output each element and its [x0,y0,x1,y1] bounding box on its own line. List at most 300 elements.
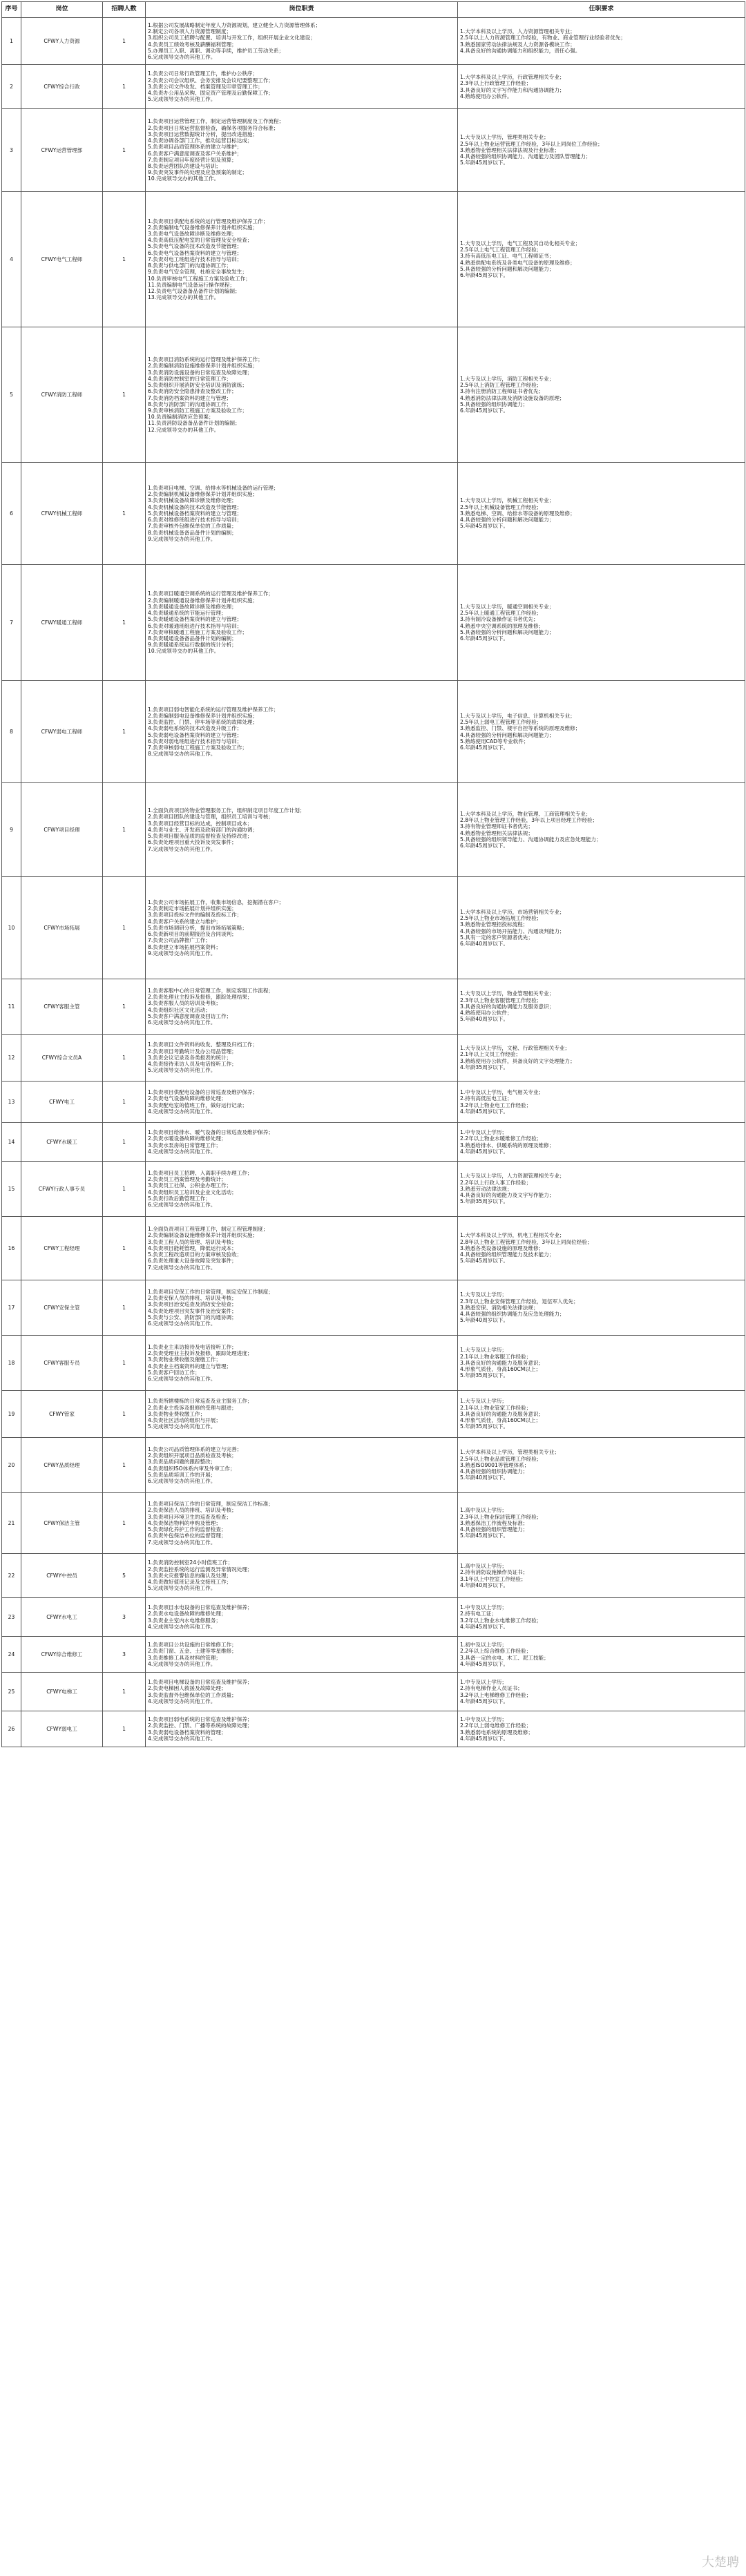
requirement-line: 1.大专及以上学历，暖通空调相关专业； [460,604,743,610]
requirement-line: 6.年龄45周岁以下。 [460,407,743,414]
table-row [2,681,745,783]
requirement-line: 1.大学本科及以上学历，人力资源管理相关专业； [460,28,743,35]
recruitment-table [1,1,745,1747]
duty-line: 6.负责处理重大设备故障及突发事件； [148,1258,455,1264]
duty-line: 1.负责项目水电设备的日常巡查及维护保养； [148,1604,455,1611]
position-duties [146,681,458,783]
duty-line: 2.负责门窗、五金、土建等零星维修； [148,1648,455,1654]
duty-line: 6.负责客户满意度调查及客户关系维护； [148,151,455,157]
duty-line: 8.负责机械设备备品备件计划的编制； [148,530,455,536]
duty-line: 4.负责项目能耗管理，降低运行成本； [148,1245,455,1251]
requirement-line: 1.大专及以上学历，管理类相关专业； [460,134,743,140]
position-duties [146,1554,458,1598]
position-title: CFWY暖通工程师 [21,565,103,681]
duty-line: 1.负责项目供配电系统的运行管理及维护保养工作； [148,218,455,224]
position-duties [146,1711,458,1747]
duty-line: 4.完成领导交办的其他工作。 [148,1661,455,1667]
duty-line: 5.负责市场调研分析，提出市场拓展策略； [148,925,455,931]
position-title: CFWY电梯工 [21,1673,103,1711]
requirement-line: 3.熟悉保洁工作流程及标准； [460,1520,743,1526]
duty-line: 11.负责编制电气设备运行操作规程； [148,282,455,288]
requirement-line: 3.熟练使用办公软件，具备良好的文字处理能力； [460,1058,743,1064]
row-number: 12 [2,1035,21,1082]
duty-line: 2.负责组织开展项目品质检查及考核； [148,1452,455,1459]
requirement-line: 2.持有消防设施操作员证书； [460,1569,743,1575]
duty-line: 2.负责编制暖通设备维修保养计划并组织实施； [148,597,455,604]
row-number: 25 [2,1673,21,1711]
table-row [2,1035,745,1082]
duty-line: 1.全面负责项目的物业管理服务工作，组织制定项目年度工作计划； [148,807,455,814]
duty-line: 3.负责客服人员的培训及考核； [148,1000,455,1006]
position-duties [146,327,458,463]
requirement-line: 6.年龄45周岁以下。 [460,272,743,278]
requirement-line: 5.年龄45周岁以下。 [460,1258,743,1264]
duty-line: 9.负责审核消防工程施工方案及验收工作； [148,407,455,414]
duty-line: 7.完成领导交办的其他工作。 [148,846,455,852]
position-duties [146,1598,458,1637]
requirement-line: 1.大学本科及以上学历，管理类相关专业； [460,1449,743,1455]
duty-line: 5.负责工程改造项目的方案审核及验收； [148,1251,455,1258]
hiring-count: 1 [103,1673,146,1711]
duty-line: 8.负责运营团队的建设与培训； [148,163,455,169]
row-number: 26 [2,1711,21,1747]
duty-line: 2.负责监控系统的运行监测及异常情况处理； [148,1566,455,1573]
position-duties [146,65,458,109]
row-number: 13 [2,1082,21,1123]
duty-line: 6.完成领导交办的其他工作。 [148,1478,455,1484]
position-requirements [458,1082,745,1123]
duty-line: 1.负责所辖楼栋的日常巡查及业主服务工作； [148,1398,455,1404]
position-title: CFWY工程经理 [21,1217,103,1280]
duty-line: 4.负责接待来访人员及电话接听工作； [148,1061,455,1067]
duty-line: 2.负责业主投诉及报修的受理与跟进； [148,1405,455,1411]
duty-line: 3.负责配电室的值班工作，做好运行记录； [148,1102,455,1108]
requirement-line: 1.大学本科及以上学历，机电工程相关专业； [460,1232,743,1238]
row-number: 14 [2,1123,21,1162]
position-title: CFWY管家 [21,1391,103,1438]
duty-line: 12.负责电气设备备品备件计划的编制； [148,288,455,294]
duty-line: 4.负责业主档案资料的建立与管理； [148,1363,455,1369]
duty-line: 4.负责员工绩效考核及薪酬福利管理； [148,41,455,48]
duty-line: 6.负责新项目的前期接洽及合同谈判； [148,931,455,937]
duty-line: 5.负责组织开展消防安全培训及消防演练； [148,382,455,388]
duty-line: 1.负责项目暖通空调系统的运行管理及维护保养工作； [148,590,455,597]
requirement-line: 1.中专及以上学历； [460,1716,743,1722]
duty-line: 2.负责制定市场拓展计划并组织实施； [148,905,455,912]
position-requirements [458,1438,745,1493]
row-number: 2 [2,65,21,109]
duty-line: 6.负责电气设备档案资料的建立与管理； [148,250,455,256]
table-row [2,877,745,979]
position-requirements [458,65,745,109]
hiring-count: 1 [103,1493,146,1554]
requirement-line: 3.具备一定的水电、木工、泥工技能； [460,1655,743,1661]
duty-line: 4.负责客户关系的建立与维护； [148,919,455,925]
position-requirements [458,327,745,463]
duty-line: 4.负责办公用品采购、固定资产管理及后勤保障工作； [148,90,455,96]
position-title: CFWY人力资源 [21,18,103,65]
table-body [2,18,745,1747]
duty-line: 1.负责客服中心的日常管理工作，制定客服工作流程； [148,988,455,994]
duty-line: 5.办理员工入职、离职、调动等手续，维护员工劳动关系； [148,48,455,54]
requirement-line: 2.3年以上物业保洁管理工作经验； [460,1514,743,1520]
requirement-line: 4.具备较强的组织协调能力、沟通能力及团队管理能力； [460,153,743,160]
duty-line: 4.负责与业主、开发商及政府部门的沟通协调； [148,827,455,833]
requirement-line: 4.年龄45周岁以下。 [460,1148,743,1155]
duty-line: 4.负责社区活动的组织与开展； [148,1417,455,1423]
requirement-line: 2.3年以上物业客服管理工作经验； [460,997,743,1003]
position-requirements [458,1598,745,1637]
requirement-line: 4.熟练使用办公软件。 [460,93,743,99]
duty-line: 3.负责消防设施设备的日常巡查及故障处理； [148,369,455,376]
duty-line: 1.负责项目供配电设备的日常巡查及维护保养； [148,1089,455,1095]
duty-line: 7.负责审核外包维保单位的工作质量； [148,523,455,529]
position-title: CFWY行政人事专员 [21,1162,103,1217]
table-row [2,1336,745,1391]
requirement-line: 2.持有电工证； [460,1611,743,1617]
requirement-line: 4.熟悉物业管理相关法律法规； [460,830,743,836]
requirement-line: 4.熟悉供配电系统及各类电气设备的原理及维修； [460,260,743,266]
duty-line: 3.负责火灾报警信息的确认及处理； [148,1573,455,1579]
hiring-count: 1 [103,65,146,109]
row-number: 7 [2,565,21,681]
position-title: CFWY弱电工程师 [21,681,103,783]
requirement-line: 1.大专及以上学历，电子信息、计算机相关专业； [460,713,743,719]
duty-line: 4.负责弱电系统的技术改造及升级工作； [148,725,455,731]
duty-line: 2.负责编制电气设备维修保养计划并组织实施； [148,224,455,231]
duty-line: 1.负责公司市场拓展工作，收集市场信息，挖掘潜在客户； [148,899,455,905]
position-title: CFWY客服主管 [21,979,103,1035]
requirement-line: 2.5年以上弱电工程管理工作经验； [460,719,743,725]
position-requirements [458,18,745,65]
duty-line: 7.负责审核暖通工程施工方案及验收工作； [148,629,455,635]
duty-line: 6.负责对维修班组进行技术指导与培训； [148,517,455,523]
requirement-line: 4.年龄40周岁以下。 [460,1582,743,1588]
requirement-line: 4.熟悉消防法律法规及消防设施设备的原理； [460,395,743,401]
requirement-line: 3.具备良好的沟通能力及服务意识； [460,1411,743,1417]
requirement-line: 2.1年以上文员工作经验； [460,1051,743,1057]
hiring-count: 1 [103,877,146,979]
requirement-line: 5.年龄40周岁以下。 [460,1317,743,1323]
table-row [2,1673,745,1711]
position-requirements [458,1336,745,1391]
requirement-line: 5.具备较强的分析问题和解决问题能力； [460,629,743,635]
duty-line: 5.负责弱电设备档案资料的建立与管理； [148,732,455,738]
requirement-line: 4.具备较强的组织管理能力； [460,1526,743,1532]
position-duties [146,565,458,681]
duty-line: 3.负责项目运营数据统计分析，提出改进措施； [148,131,455,137]
position-title: CFWY中控员 [21,1554,103,1598]
duty-line: 2.负责保洁人员的排班、培训及考核； [148,1507,455,1513]
hiring-count: 1 [103,1217,146,1280]
requirement-line: 5.具有一定的客户资源者优先； [460,934,743,941]
duty-line: 2.制定公司各项人力资源管理制度； [148,28,455,35]
requirement-line: 3.熟悉各类设备设施的原理及维修； [460,1245,743,1251]
requirement-line: 2.2年以上弱电维修工作经验； [460,1722,743,1729]
duty-line: 7.负责公司品牌推广工作； [148,937,455,943]
requirement-line: 1.大专及以上学历，文秘、行政管理相关专业； [460,1045,743,1051]
header-duties: 岗位职责 [146,2,458,18]
requirement-line: 1.中专及以上学历； [460,1679,743,1685]
header-count: 招聘人数 [103,2,146,18]
requirement-line: 4.具备较强的分析问题和解决问题能力； [460,517,743,523]
duty-line: 6.负责对弱电班组进行技术指导与培训； [148,738,455,744]
duty-line: 10.负责审核电气工程施工方案及验收工作； [148,276,455,282]
duty-line: 1.负责公司日常行政管理工作，维护办公秩序； [148,70,455,77]
position-title: CFWY电工 [21,1082,103,1123]
position-title: CFWY水电工 [21,1598,103,1637]
position-requirements [458,1637,745,1673]
table-row [2,1391,745,1438]
position-requirements [458,192,745,327]
position-duties [146,1493,458,1554]
duty-line: 6.完成领导交办的其他工作。 [148,1019,455,1026]
duty-line: 8.负责暖通设备备品备件计划的编制； [148,635,455,642]
duty-line: 5.负责品质培训工作的开展； [148,1472,455,1478]
duty-line: 5.完成领导交办的其他工作。 [148,1067,455,1073]
position-requirements [458,783,745,877]
duty-line: 1.负责公司品质管理体系的建立与完善； [148,1446,455,1452]
table-row [2,1554,745,1598]
requirement-line: 5.具备较强的组织领导能力、沟通协调能力及应急处理能力； [460,836,743,843]
requirement-line: 5.年龄35周岁以下。 [460,1372,743,1378]
requirement-line: 5.具备较强的组织协调能力； [460,401,743,407]
requirement-line: 5.熟练使用CAD等专业软件； [460,738,743,744]
duty-line: 9.完成领导交办的其他工作。 [148,536,455,542]
duty-line: 3.负责会议记录及各类报表的统计； [148,1055,455,1061]
requirement-line: 6.年龄45周岁以下。 [460,744,743,751]
requirement-line: 1.大学本科及以上学历，行政管理相关专业； [460,74,743,80]
table-row [2,1598,745,1637]
table-row [2,1280,745,1336]
requirement-line: 4.年龄45周岁以下。 [460,1698,743,1704]
hiring-count: 1 [103,1391,146,1438]
table-row [2,1217,745,1280]
duty-line: 3.负责项目投标文件的编制及投标工作； [148,912,455,918]
requirement-line: 3.具备良好的沟通能力及服务意识； [460,1360,743,1366]
requirement-line: 3.熟悉劳动法律法规； [460,1186,743,1192]
duty-line: 3.负责暖通设备故障诊断及维修处理； [148,604,455,610]
duty-line: 1.负责项目运营管理工作，制定运营管理制度及工作流程； [148,118,455,124]
requirement-line: 4.年龄35周岁以下。 [460,1064,743,1070]
requirement-line: 5.具备较强的分析问题和解决问题能力； [460,266,743,272]
position-title: CFWY保洁主管 [21,1493,103,1554]
duty-line: 1.负责项目员工招聘、入离职手续办理工作； [148,1170,455,1176]
position-duties [146,1280,458,1336]
duty-line: 2.负责编制机械设备维修保养计划并组织实施； [148,491,455,497]
duty-line: 2.负责编制消防设施维修保养计划并组织实施； [148,363,455,369]
position-title: CFWY机械工程师 [21,463,103,565]
position-duties [146,1391,458,1438]
requirement-line: 3.熟悉安保、消防相关法律法规； [460,1305,743,1311]
duty-line: 6.负责消防安全隐患排查及整改工作； [148,388,455,394]
position-duties [146,1673,458,1711]
duty-line: 4.负责协调各部门工作，推动运营目标达成； [148,137,455,144]
duty-line: 1.根据公司发展战略制定年度人力资源规划，建立健全人力资源管理体系； [148,22,455,28]
requirement-line: 5.年龄45周岁以下。 [460,1532,743,1539]
table-row [2,1493,745,1554]
requirement-line: 2.3年以上物业安保管理工作经验，退伍军人优先； [460,1298,743,1305]
requirement-line: 5.年龄35周岁以下。 [460,1198,743,1204]
requirement-line: 2.2年以上行政人事工作经验； [460,1180,743,1186]
hiring-count: 1 [103,1711,146,1747]
duty-line: 2.负责公司会议组织、会务安排及会议纪要整理工作； [148,77,455,84]
requirement-line: 6.年龄45周岁以下。 [460,843,743,849]
hiring-count: 1 [103,1280,146,1336]
requirement-line: 4.年龄45周岁以下。 [460,1108,743,1115]
hiring-count: 1 [103,192,146,327]
requirement-line: 2.5年以上机械设备管理工作经验； [460,504,743,510]
position-requirements [458,1711,745,1747]
duty-line: 6.负责对暖通班组进行技术指导与培训； [148,623,455,629]
duty-line: 5.负责客户回访工作； [148,1369,455,1376]
duty-line: 4.负责组织社区文化活动； [148,1007,455,1013]
position-title: CFWY综合文员A [21,1035,103,1082]
duty-line: 8.完成领导交办的其他工作。 [148,751,455,757]
requirement-line: 2.持有电梯作业人员证书； [460,1685,743,1691]
requirement-line: 3.持有物业管理师证书者优先； [460,823,743,829]
position-title: CFWY消防工程师 [21,327,103,463]
position-duties [146,1637,458,1673]
requirement-line: 4.年龄45周岁以下。 [460,1736,743,1742]
row-number: 24 [2,1637,21,1673]
requirement-line: 3.具备良好的沟通协调能力及服务意识； [460,1003,743,1010]
duty-line: 9.负责暖通系统运行数据的统计分析； [148,642,455,648]
requirement-line: 3.熟悉电梯、空调、给排水等设备的原理及维修； [460,510,743,517]
duty-line: 10.负责编制消防应急预案； [148,414,455,420]
duty-line: 4.负责处理项目突发事件及治安案件； [148,1308,455,1314]
header-requirements: 任职要求 [458,2,745,18]
requirement-line: 5.年龄45周岁以下。 [460,523,743,529]
duty-line: 5.负责行政后勤管理工作； [148,1195,455,1202]
requirement-line: 1.中专及以上学历，电气相关专业； [460,1089,743,1095]
duty-line: 4.负责暖通系统的节能运行管理； [148,610,455,616]
requirement-line: 3.熟悉物业管理相关法律法规及行业标准； [460,147,743,153]
duty-line: 3.负责项目治安巡查及消防安全检查； [148,1301,455,1307]
hiring-count: 1 [103,1336,146,1391]
duty-line: 11.负责消防设备备品备件计划的编制； [148,420,455,426]
duty-line: 3.负责项目经营目标的达成，控制项目成本； [148,820,455,827]
duty-line: 2.负责电梯困人救援及故障处理； [148,1685,455,1691]
duty-line: 13.完成领导交办的其他工作。 [148,294,455,300]
position-requirements [458,565,745,681]
hiring-count: 1 [103,327,146,463]
requirement-line: 4.具备较强的市场开拓能力、沟通谈判能力； [460,928,743,934]
duty-line: 4.完成领导交办的其他工作。 [148,1108,455,1115]
duty-line: 6.负责外包保洁单位的监督管理； [148,1532,455,1539]
watermark-logo: 大楚聘 [702,2553,739,2570]
position-requirements [458,1673,745,1711]
duty-line: 3.负责公司文件收发、档案管理及印章管理工作； [148,84,455,90]
position-title: CFWY弱电工 [21,1711,103,1747]
requirement-line: 2.2年以上物业水暖维修工作经验； [460,1135,743,1142]
position-requirements [458,1554,745,1598]
requirement-line: 5.年龄40周岁以下。 [460,1474,743,1481]
requirement-line: 5.年龄35周岁以下。 [460,1423,743,1430]
table-row [2,1637,745,1673]
position-title: CFWY电气工程师 [21,192,103,327]
table-row [2,565,745,681]
requirement-line: 3.具备良好的文字写作能力和沟通协调能力； [460,87,743,93]
duty-line: 3.负责监控、门禁、停车场等系统的故障处理； [148,719,455,725]
duty-line: 9.完成领导交办的其他工作。 [148,950,455,957]
position-duties [146,18,458,65]
requirement-line: 1.大学本科及以上学历，市场营销相关专业； [460,909,743,915]
duty-line: 6.完成领导交办的其他工作。 [148,1376,455,1382]
duty-line: 6.完成领导交办的其他工作。 [148,1320,455,1327]
position-requirements [458,1280,745,1336]
position-requirements [458,1217,745,1280]
requirement-line: 1.大专及以上学历； [460,1347,743,1353]
requirement-line: 3.1年以上中控室工作经验； [460,1576,743,1582]
position-duties [146,979,458,1035]
position-title: CFWY水暖工 [21,1123,103,1162]
duty-line: 3.负责物业费收缴工作； [148,1411,455,1417]
duty-line: 2.负责编制设备设施维修保养计划并组织实施； [148,1232,455,1238]
requirement-line: 4.具备良好的沟通协调能力和组织能力，责任心强。 [460,48,743,54]
duty-line: 3.负责工程人员的管理、培训及考核； [148,1239,455,1245]
position-requirements [458,109,745,192]
requirement-line: 2.5年以上暖通工程管理工作经验； [460,610,743,616]
requirement-line: 3.熟悉ISO9001等管理体系； [460,1462,743,1468]
requirement-line: 3.熟悉国家劳动法律法规及人力资源各模块工作； [460,41,743,48]
position-requirements [458,1162,745,1217]
hiring-count: 1 [103,1123,146,1162]
position-duties [146,1035,458,1082]
duty-line: 4.负责保洁物料的申购及管理； [148,1520,455,1526]
requirement-line: 3.熟悉弱电系统的原理及维修； [460,1729,743,1736]
hiring-count: 1 [103,979,146,1035]
duty-line: 7.负责审核弱电工程施工方案及验收工作； [148,744,455,751]
table-row [2,1082,745,1123]
duty-line: 5.负责机械设备档案资料的建立与管理； [148,510,455,517]
position-title: CFWY项目经理 [21,783,103,877]
position-title: CFWY市场拓展 [21,877,103,979]
duty-line: 4.负责做好值班记录及交接班工作； [148,1579,455,1585]
requirement-line: 2.5年以上物业品质管理工作经验； [460,1456,743,1462]
requirement-line: 3.熟悉物业管理招投标流程； [460,921,743,927]
requirement-line: 2.5年以上电气工程管理工作经验； [460,247,743,253]
table-row [2,463,745,565]
duty-line: 3.负责品质问题的跟踪整改； [148,1459,455,1465]
requirement-line: 2.1年以上物业客服工作经验； [460,1354,743,1360]
position-title: CFWY客服专员 [21,1336,103,1391]
hiring-count: 1 [103,1082,146,1123]
requirement-line: 2.3年以上行政管理工作经验； [460,80,743,86]
position-requirements [458,1035,745,1082]
table-row [2,18,745,65]
row-number: 21 [2,1493,21,1554]
position-title: CFWY综合行政 [21,65,103,109]
duty-line: 5.完成领导交办的其他工作。 [148,1423,455,1430]
requirement-line: 4.熟悉中央空调系统的原理及维修； [460,623,743,629]
duty-line: 4.负责组织员工培训及企业文化活动； [148,1189,455,1195]
position-duties [146,109,458,192]
table-row [2,109,745,192]
position-duties [146,1123,458,1162]
position-requirements [458,1391,745,1438]
requirement-line: 3.熟悉监控、门禁、楼宇自控等系统的原理及维修； [460,725,743,731]
position-title: CFWY运营管理部 [21,109,103,192]
requirement-line: 1.中专及以上学历； [460,1604,743,1611]
duty-line: 4.负责高低压配电室的日常管理及安全检查； [148,237,455,243]
duty-line: 7.负责制定项目年度经营计划及预算； [148,157,455,163]
hiring-count: 1 [103,1162,146,1217]
position-duties [146,783,458,877]
requirement-line: 2.5年以上消防工程管理工作经验； [460,382,743,388]
requirement-line: 1.大专及以上学历，机械工程相关专业； [460,497,743,503]
duty-line: 10.完成领导交办的其他工作。 [148,175,455,182]
